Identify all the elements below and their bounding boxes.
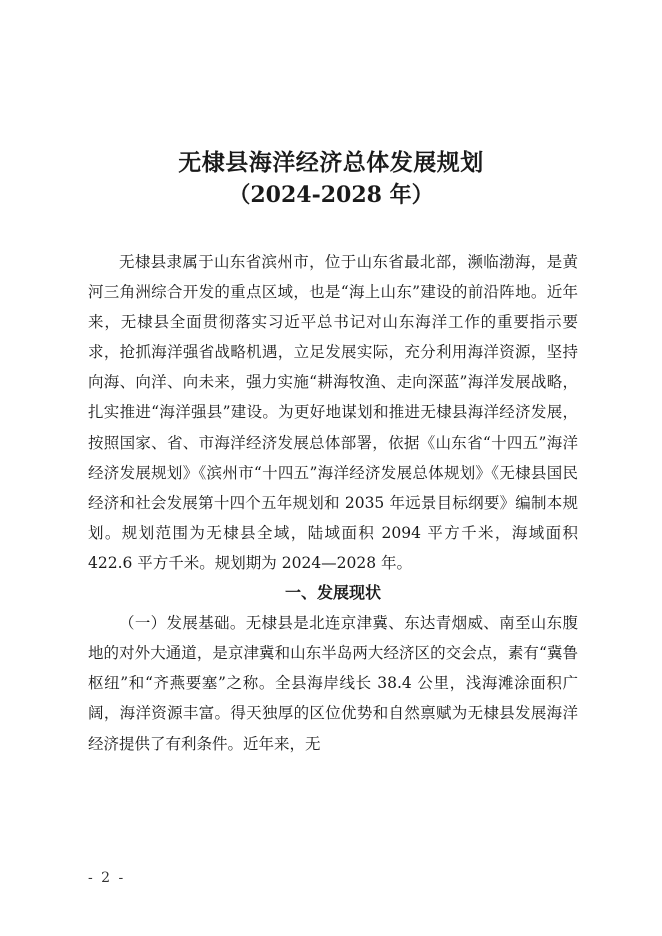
- page-number: - 2 -: [88, 870, 126, 886]
- document-subtitle: （2024-2028 年）: [228, 182, 434, 208]
- section-heading: 一、发展现状: [284, 583, 381, 603]
- section-paragraph: （一）发展基础。无棣县是北连京津冀、东达青烟威、南至山东腹地的对外大通道，是京津冀和山东半岛两大经济区的交会点，素有“冀鲁枢纽”和“齐燕要塞”之称。全县海岸线长 38.4 公里，浅海滩涂面积广阔，海洋资源丰富。得天独厚的区位优势和自然禀赋为无棣县发展海洋经济提供了有利条件。近年来，无: [88, 614, 578, 753]
- intro-paragraph: 无棣县隶属于山东省滨州市，位于山东省最北部，濒临渤海，是黄河三角洲综合开发的重点区域，也是“海上山东”建设的前沿阵地。近年来，无棣县全面贯彻落实习近平总书记对山东海洋工作的重要指示要求，抢抓海洋强省战略机遇，立足发展实际，充分利用海洋资源，坚持向海、向洋、向未来，强力实施“耕海牧渔、走向深蓝”海洋发展战略，扎实推进“海洋强县”建设。为更好地谋划和推进无棣县海洋经济发展，按照国家、省、市海洋经济发展总体部署，依据《山东省“十四五”海洋经济发展规划》《滨州市“十四五”海洋经济发展总体规划》《无棣县国民经济和社会发展第十四个五年规划和 2035 年远景目标纲要》编制本规划。规划范围为无棣县全域，陆域面积 2094 平方千米，海域面积 422.6 平方千米。规划期为 2024—2028 年。: [88, 253, 578, 572]
- document-title: 无棣县海洋经济总体发展规划: [178, 149, 484, 176]
- document-body: [88, 247, 578, 759]
